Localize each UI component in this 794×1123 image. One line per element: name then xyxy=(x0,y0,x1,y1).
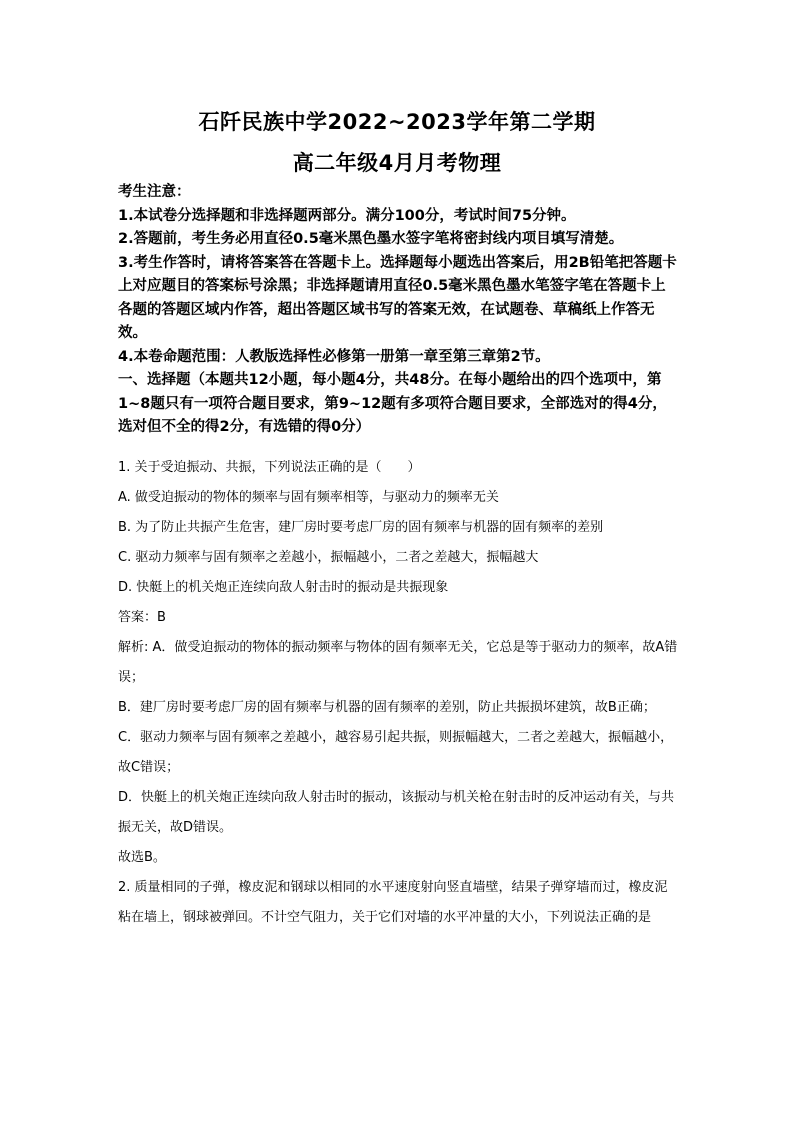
exam-title-line2: 高二年级4月月考物理 xyxy=(292,151,502,175)
question1-option-b: B. 为了防止共振产生危害，建厂房时要考虑厂房的固有频率与机器的固有频率的差别 xyxy=(118,520,604,535)
question-block xyxy=(118,453,678,933)
exam-title-line1: 石阡民族中学2022~2023学年第二学期 xyxy=(198,110,596,134)
question1-analysis-a: 解析: A．做受迫振动的物体的振动频率与物体的固有频率无关，它总是等于驱动力的频率，故A错误； xyxy=(118,640,678,685)
question1-stem: 1. 关于受迫振动、共振，下列说法正确的是（ ） xyxy=(118,460,421,475)
question1-analysis-c: C．驱动力频率与固有频率之差越小，越容易引起共振，则振幅越大，二者之差越大，振幅越小，故C错误； xyxy=(118,730,674,775)
notice-heading: 考生注意： xyxy=(118,184,191,200)
question1-conclusion: 故选B。 xyxy=(118,850,166,865)
exam-notice xyxy=(118,181,678,440)
question1-option-c: C. 驱动力频率与固有频率之差越小，振幅越小，二者之差越大，振幅越大 xyxy=(118,550,539,565)
section-heading-choice: 一、选择题（本题共12小题，每小题4分，共48分。在每小题给出的四个选项中，第1~8题只有一项符合题目要求，第9~12题有多项符合题目要求，全部选对的得4分，选对但不全的得2分，有选错的得0分） xyxy=(118,372,667,435)
question1-answer: 答案：B xyxy=(118,610,166,625)
notice-item-1: 1.本试卷分选择题和非选择题两部分。满分100分，考试时间75分钟。 xyxy=(118,207,576,224)
question1-option-a: A. 做受迫振动的物体的频率与固有频率相等，与驱动力的频率无关 xyxy=(118,490,499,505)
notice-item-3: 3.考生作答时，请将答案答在答题卡上。选择题每小题选出答案后，用2B铅笔把答题卡上对应题目的答案标号涂黑；非选择题请用直径0.5毫米黑色墨水笔签字笔在答题卡上各题的答题区域内作答，超出答题区域书写的答案无效，在试题卷、草稿纸上作答无效。 xyxy=(118,254,677,341)
question1-analysis-b: B．建厂房时要考虑厂房的固有频率与机器的固有频率的差别，防止共振损坏建筑，故B正确； xyxy=(118,700,656,715)
notice-item-2: 2.答题前，考生务必用直径0.5毫米黑色墨水签字笔将密封线内项目填写清楚。 xyxy=(118,231,624,247)
question2-stem: 2. 质量相同的子弹，橡皮泥和钢球以相同的水平速度射向竖直墙壁，结果子弹穿墙而过，橡皮泥粘在墙上，钢球被弹回。不计空气阻力，关于它们对墙的水平冲量的大小，下列说法正确的是 xyxy=(118,880,668,925)
question1-analysis-d: D．快艇上的机关炮正连续向敌人射击时的振动，该振动与机关枪在射击时的反冲运动有关，与共振无关，故D错误。 xyxy=(118,790,675,835)
question1-option-d: D. 快艇上的机关炮正连续向敌人射击时的振动是共振现象 xyxy=(118,580,449,595)
notice-item-4: 4.本卷命题范围：人教版选择性必修第一册第一章至第三章第2节。 xyxy=(118,348,550,365)
